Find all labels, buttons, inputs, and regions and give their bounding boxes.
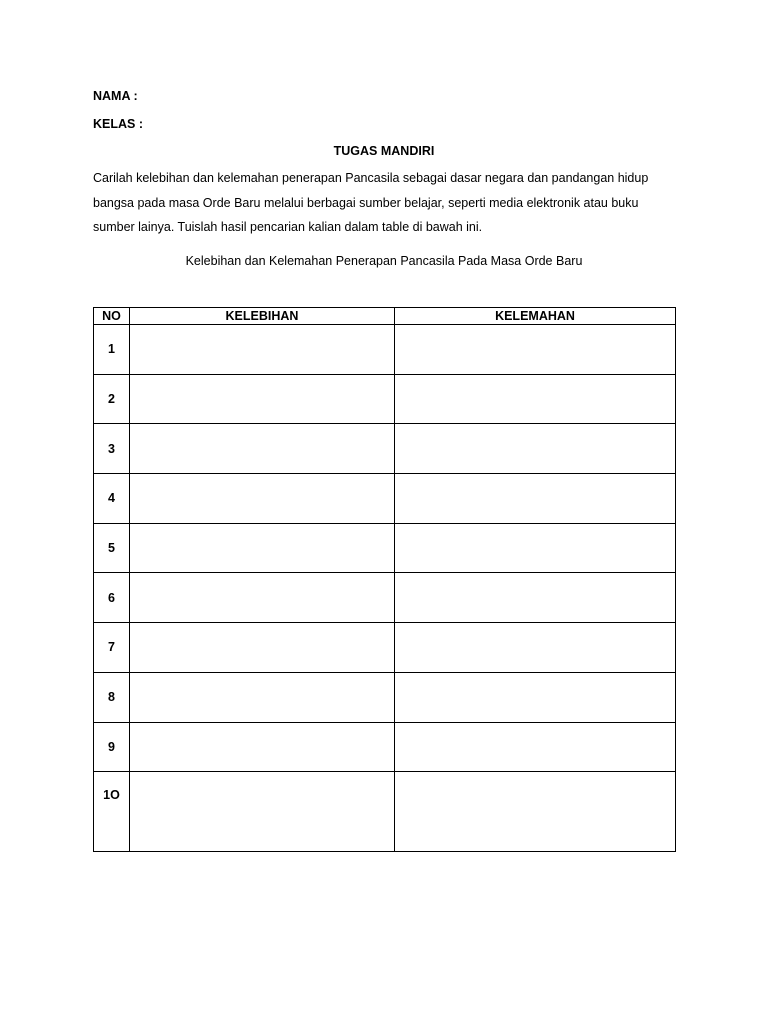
table-row [94,672,676,722]
kelemahan-cell[interactable] [395,722,676,772]
kelemahan-cell[interactable] [395,523,676,573]
kelemahan-cell[interactable] [395,573,676,623]
document-title: TUGAS MANDIRI [333,144,435,158]
header-kelebihan: KELEBIHAN [130,308,395,325]
row-number: 2 [94,374,130,424]
row-number: 7 [94,623,130,673]
row-number: 4 [94,474,130,524]
kelemahan-cell[interactable] [395,672,676,722]
kelebihan-cell[interactable] [130,374,395,424]
kelebihan-cell[interactable] [130,325,395,375]
row-number: 6 [94,573,130,623]
kelebihan-cell[interactable] [130,474,395,524]
kelebihan-cell[interactable] [130,424,395,474]
instructions-line: bangsa pada masa Orde Baru melalui berbagai sumber belajar, seperti media elektronik atau buku [93,195,639,210]
answer-table [93,307,676,852]
kelemahan-cell[interactable] [395,772,676,852]
kelebihan-cell[interactable] [130,672,395,722]
header-kelemahan: KELEMAHAN [395,308,676,325]
table-row [94,722,676,772]
table-row [94,474,676,524]
table-row [94,523,676,573]
table-row [94,573,676,623]
kelemahan-cell[interactable] [395,623,676,673]
instructions-line: Carilah kelebihan dan kelemahan penerapan Pancasila sebagai dasar negara dan pandangan hidup [93,171,649,185]
kelebihan-cell[interactable] [130,523,395,573]
kelebihan-cell[interactable] [130,722,395,772]
row-number: 3 [94,424,130,474]
header-no: NO [94,308,130,325]
row-number: 9 [94,722,130,772]
row-number: 5 [94,523,130,573]
row-number: 8 [94,672,130,722]
table-row [94,424,676,474]
table-row [94,772,676,852]
kelemahan-cell[interactable] [395,374,676,424]
table-row [94,623,676,673]
kelemahan-cell[interactable] [395,424,676,474]
kelebihan-cell[interactable] [130,623,395,673]
table-caption: Kelebihan dan Kelemahan Penerapan Pancasila Pada Masa Orde Baru [185,254,583,268]
kelebihan-cell[interactable] [130,772,395,852]
kelemahan-cell[interactable] [395,474,676,524]
kelemahan-cell[interactable] [395,325,676,375]
table-row [94,325,676,375]
kelas-label: KELAS : [93,117,143,131]
kelebihan-cell[interactable] [130,573,395,623]
row-number: 1O [94,772,130,852]
nama-label: NAMA : [93,89,138,103]
row-number: 1 [94,325,130,375]
table-header-row [94,308,676,325]
instructions-paragraph [93,166,675,240]
instructions-line: sumber lainya. Tuislah hasil pencarian kalian dalam table di bawah ini. [93,220,483,234]
table-row [94,374,676,424]
